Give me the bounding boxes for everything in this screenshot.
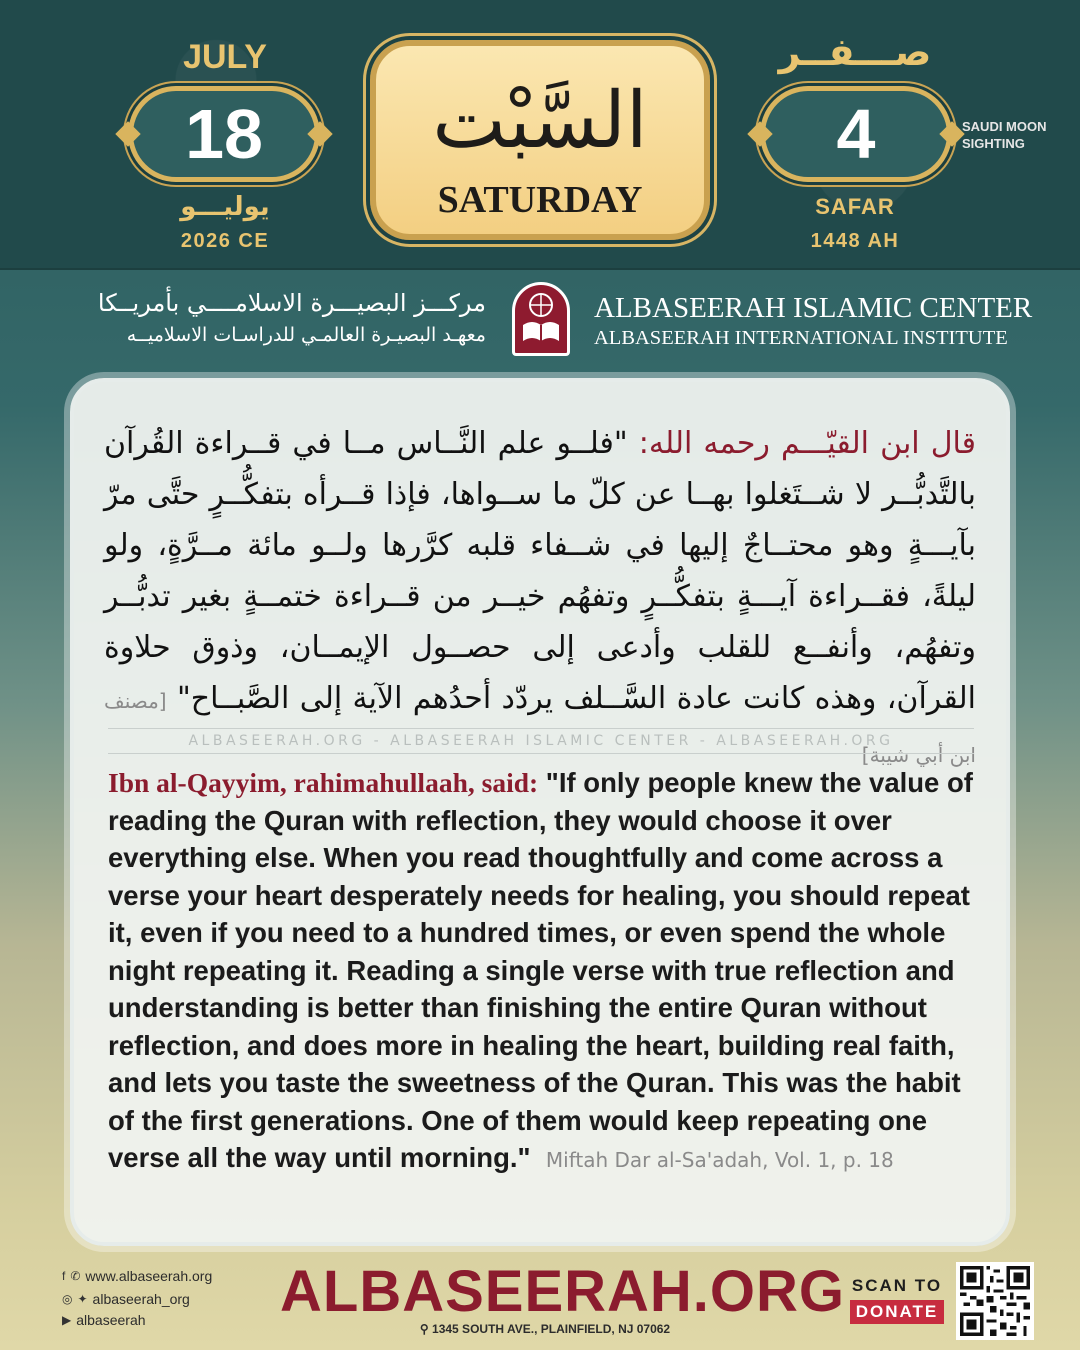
social-youtube[interactable]	[62, 1312, 146, 1328]
watermark-divider	[108, 728, 974, 754]
moon-note-line1: SAUDI MOON	[962, 119, 1047, 134]
org-name-english	[594, 292, 1032, 352]
twitter-icon: ✦	[77, 1292, 88, 1306]
arabic-quote	[104, 418, 976, 781]
instagram-icon: ◎	[62, 1292, 73, 1306]
donate-label: DONATE	[850, 1300, 944, 1324]
english-quote	[108, 764, 974, 1180]
youtube-handle: albaseerah	[76, 1312, 146, 1328]
org-name-arabic	[98, 286, 486, 350]
arabic-quote-source: [مصنف ابن أبي شيبة]	[104, 689, 976, 767]
social-handle: albaseerah_org	[92, 1291, 190, 1307]
scan-to-donate[interactable]	[850, 1276, 944, 1324]
youtube-icon: ▶	[62, 1313, 72, 1327]
org-name-english-line1: ALBASEERAH ISLAMIC CENTER	[594, 292, 1033, 324]
gregorian-year: 2026 CE	[180, 230, 270, 252]
facebook-icon: f	[62, 1269, 66, 1283]
hijri-day: 4	[836, 95, 876, 173]
gregorian-day: 18	[185, 95, 263, 173]
gregorian-month: JULY	[183, 38, 267, 76]
day-name-english: SATURDAY	[437, 179, 643, 221]
date-header	[0, 0, 1080, 270]
mosque-book-logo-icon	[512, 282, 570, 356]
hijri-month-arabic: صـــفــر	[778, 30, 932, 74]
moon-note-line2: SIGHTING	[962, 136, 1025, 151]
social-instagram-twitter[interactable]	[62, 1291, 190, 1307]
hijri-year: 1448 AH	[810, 230, 900, 252]
org-name-english-line2: ALBASEERAH INTERNATIONAL INSTITUTE	[594, 327, 1008, 349]
scan-label: SCAN TO	[851, 1276, 943, 1295]
website-big[interactable]: ALBASEERAH.ORG	[280, 1259, 846, 1324]
address	[380, 1322, 710, 1336]
website-small: www.albaseerah.org	[85, 1268, 213, 1284]
donate-qr-code-icon[interactable]	[956, 1262, 1034, 1340]
org-name-arabic-line2: معهـد البصيـرة العالمـي للدراسـات الاسلاميــه	[126, 324, 486, 346]
arabic-quote-attribution: قال ابن القيّـــم رحمه الله:	[638, 426, 976, 461]
location-pin-icon: ⚲	[419, 1322, 429, 1336]
day-name-badge	[370, 40, 710, 240]
english-quote-text: "If only people knew the value of reading the Quran with reflection, they would choose it over everything else. When you read thoughtfully and come across a verse your heart desperately needs for healing, you should repeat it, even if you need to a hundred times, or even spend the whole night repeating it. Reading a single verse with true reflection and understanding is better than finishing the entire Quran without reflection, and does more in healing the heart, building real faith, and lets you taste the sweetness of the Quran. This was the habit of the first generations. One of them would keep repeating one verse all the way until morning."	[108, 767, 973, 1173]
english-quote-attribution: Ibn al-Qayyim, rahimahullaah, said:	[108, 767, 539, 798]
day-name-arabic: السَّبْت	[432, 76, 648, 166]
org-name-arabic-line1: مركـــز البصيـــرة الاسلامــــي بأمريــكا	[97, 289, 486, 317]
social-website[interactable]	[62, 1268, 212, 1284]
whatsapp-icon: ✆	[70, 1269, 81, 1283]
gregorian-day-pill	[128, 86, 320, 182]
address-text: 1345 SOUTH AVE., PLAINFIELD, NJ 07062	[432, 1322, 671, 1336]
moon-sighting-note	[962, 118, 1066, 152]
gregorian-month-arabic: يوليـــو	[180, 192, 270, 222]
english-quote-source: Miftah Dar al-Sa'adah, Vol. 1, p. 18	[545, 1148, 894, 1172]
organization-banner	[0, 278, 1080, 368]
hijri-month: SAFAR	[815, 194, 895, 219]
arabic-quote-text: "فلــو علم النَّــاس مــا في قــراءة القُرآن بالتَّدبُّــر لا شــتَغلوا بهــا عن كلّ ما ســواها، فإذا قــرأه بتفكُّــرٍ حتَّى مرّ بآيـــةٍ وهو محتــاجٌ إليها في شــفاء قلبه كرَّرها ولــو مائة مــرَّةٍ، ولو ليلةً، فقــراءة آيـــةٍ بتفكُّــرٍ وتفهُم خيــر من قــراءة ختمــةٍ بغير تدبُّــر وتفهُم، وأنفــع للقلب وأدعى إلى حصــول الإيمــان، وذوق حلاوة القرآن، وهذه كانت عادة السَّــلف يردّد أحدُهم الآية إلى الصَّبــاح"	[104, 426, 976, 716]
divider-text: ALBASEERAH.ORG - ALBASEERAH ISLAMIC CENTER - ALBASEERAH.ORG	[188, 733, 894, 749]
hijri-day-pill	[760, 86, 952, 182]
